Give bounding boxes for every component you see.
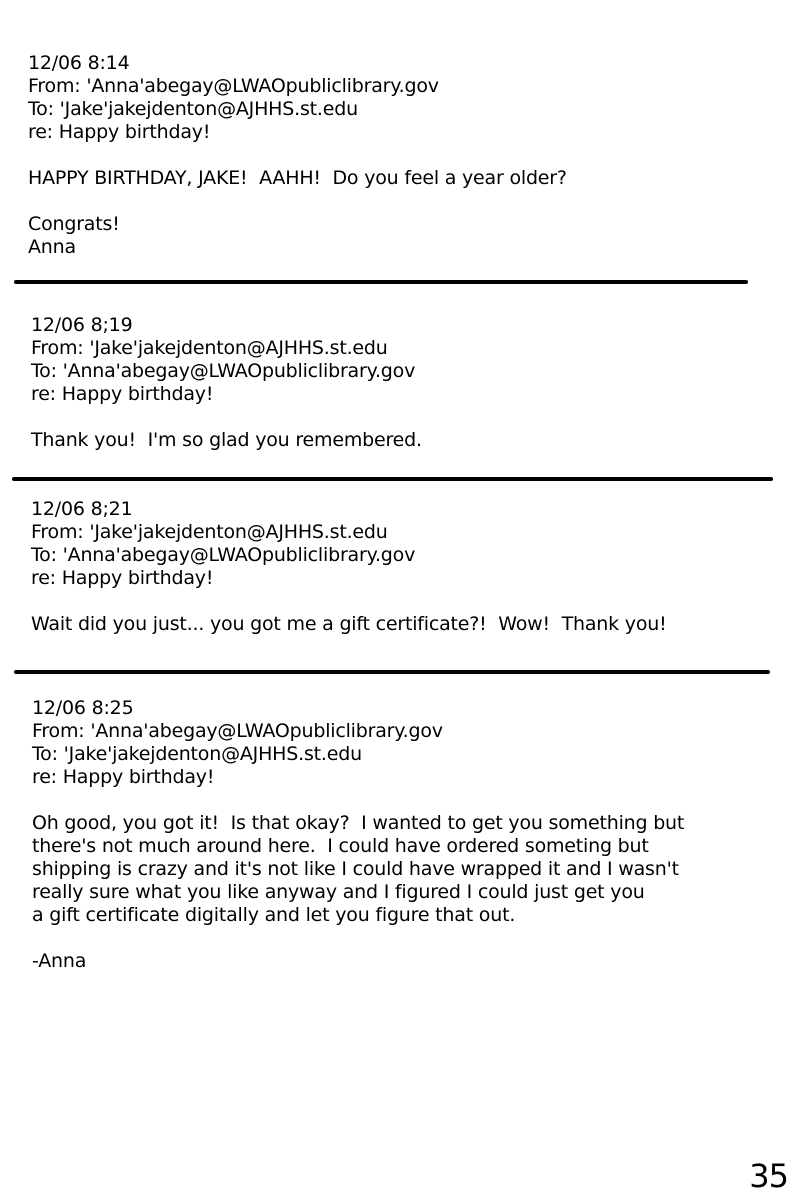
- email-timestamp: 12/06 8:14: [28, 52, 130, 74]
- email-from: From: 'Jake'jakejdenton@AJHHS.st.edu: [31, 337, 388, 359]
- email-subject: re: Happy birthday!: [31, 567, 214, 589]
- email-to: To: 'Jake'jakejdenton@AJHHS.st.edu: [32, 743, 362, 765]
- email-to: To: 'Anna'abegay@LWAOpubliclibrary.gov: [31, 360, 416, 382]
- email-body-line: Thank you! I'm so glad you remembered.: [31, 429, 422, 451]
- page-number: 35: [749, 1157, 788, 1195]
- divider-line: [14, 670, 770, 674]
- email-message-4: [32, 697, 684, 973]
- email-message-1: [28, 52, 567, 259]
- email-body: [31, 429, 422, 452]
- divider-line: [14, 280, 748, 284]
- email-message-2: [31, 314, 422, 452]
- email-to: To: 'Jake'jakejdenton@AJHHS.st.edu: [28, 98, 358, 120]
- email-from: From: 'Jake'jakejdenton@AJHHS.st.edu: [31, 521, 388, 543]
- email-signature-line: Anna: [28, 236, 76, 258]
- email-body-line: there's not much around here. I could have ordered someting but: [32, 835, 649, 857]
- email-body-line: a gift certificate digitally and let you figure that out.: [32, 904, 516, 926]
- email-signature-line: Congrats!: [28, 213, 120, 235]
- email-signature: [32, 950, 684, 973]
- email-signature: [28, 213, 567, 259]
- email-body-line: Oh good, you got it! Is that okay? I wanted to get you something but: [32, 812, 685, 834]
- email-body-line: HAPPY BIRTHDAY, JAKE! AAHH! Do you feel a year older?: [28, 167, 567, 189]
- email-timestamp: 12/06 8;21: [31, 498, 133, 520]
- email-message-3: [31, 498, 667, 636]
- divider-line: [12, 477, 773, 481]
- email-timestamp: 12/06 8:25: [32, 697, 134, 719]
- email-body: [32, 812, 684, 927]
- email-signature-line: -Anna: [32, 950, 87, 972]
- email-body: [31, 613, 667, 636]
- email-to: To: 'Anna'abegay@LWAOpubliclibrary.gov: [31, 544, 416, 566]
- email-body-line: Wait did you just... you got me a gift certificate?! Wow! Thank you!: [31, 613, 667, 635]
- email-subject: re: Happy birthday!: [28, 121, 211, 143]
- email-from: From: 'Anna'abegay@LWAOpubliclibrary.gov: [32, 720, 443, 742]
- email-body-line: shipping is crazy and it's not like I could have wrapped it and I wasn't: [32, 858, 679, 880]
- email-subject: re: Happy birthday!: [32, 766, 215, 788]
- email-timestamp: 12/06 8;19: [31, 314, 133, 336]
- email-subject: re: Happy birthday!: [31, 383, 214, 405]
- email-body-line: really sure what you like anyway and I figured I could just get you: [32, 881, 645, 903]
- email-body: [28, 167, 567, 190]
- email-from: From: 'Anna'abegay@LWAOpubliclibrary.gov: [28, 75, 439, 97]
